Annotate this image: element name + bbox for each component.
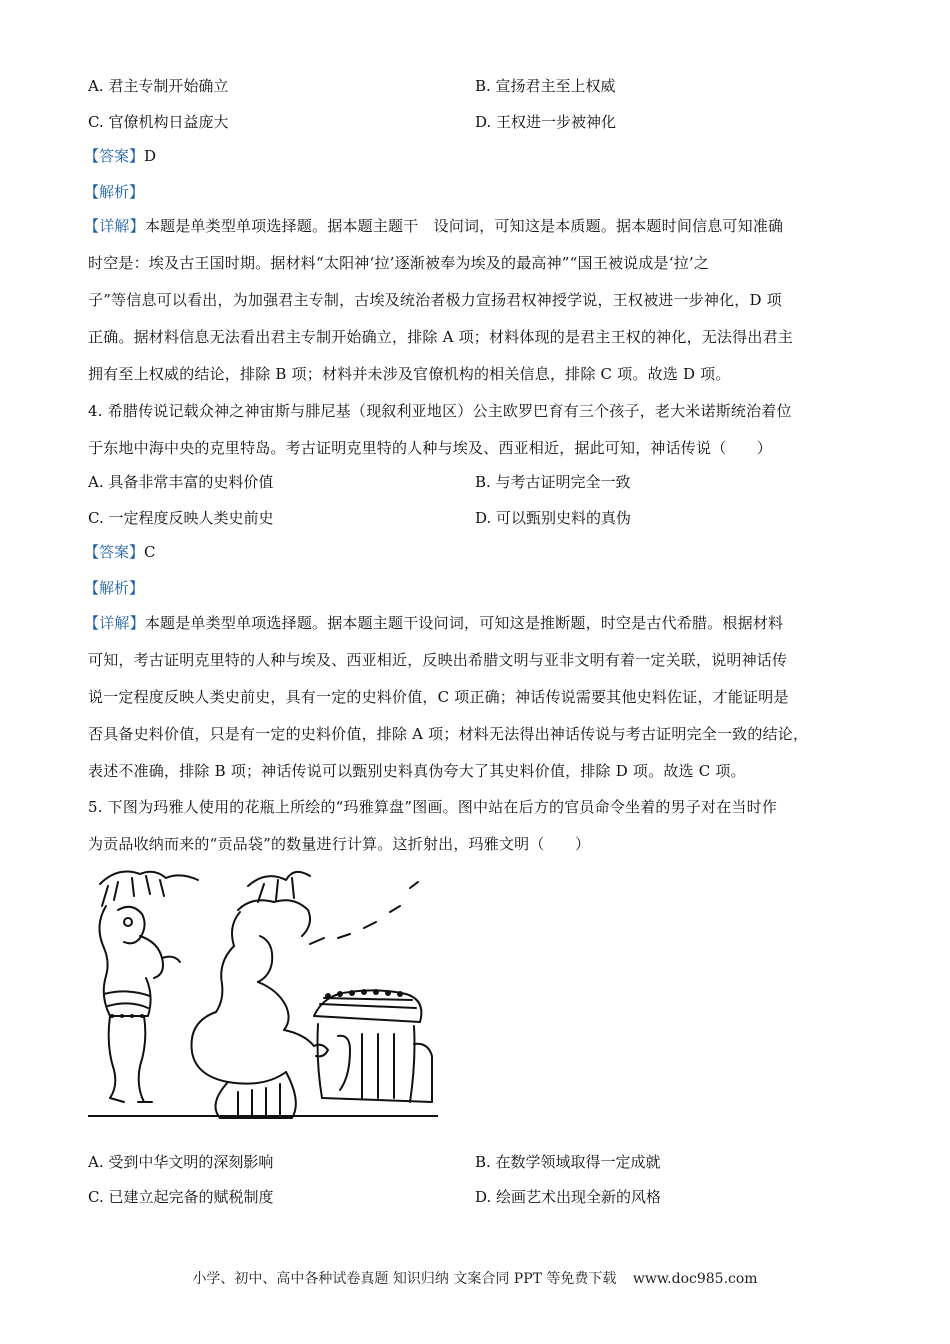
q3-option-a: A. 君主专制开始确立: [88, 77, 229, 95]
q5-stem-line: 5. 下图为玛雅人使用的花瓶上所绘的“玛雅算盘”图画。图中站在后方的官员命令坐着的男子对在当时作: [88, 798, 778, 816]
footer-text: 小学、初中、高中各种试卷真题 知识归纳 文案合同 PPT 等免费下载: [192, 1271, 617, 1287]
maya-abacus-illustration: [88, 866, 438, 1130]
q3-detail-line: 时空是：埃及古王国时期。据材料“太阳神‘拉’逐渐被奉为埃及的最高神”“国王被说成是‘拉’之: [88, 254, 710, 272]
answer-value: C: [144, 543, 156, 561]
q5-stem-line: 为贡品收纳而来的“贡品袋”的数量进行计算。这折射出，玛雅文明（ ）: [88, 835, 591, 853]
answer-value: D: [144, 147, 157, 165]
q4-option-c: C. 一定程度反映人类史前史: [88, 509, 274, 527]
page-footer: [0, 1268, 950, 1288]
q4-detail-line: 【详解】本题是单类型单项选择题。据本题主题干设问词，可知这是推断题，时空是古代希腊。根据材料: [84, 614, 784, 632]
q4-detail-line: 否具备史料价值，只是有一定的史料价值，排除 A 项；材料无法得出神话传说与考古证明完全一致的结论，: [88, 725, 809, 743]
q3-answer: [84, 146, 156, 166]
footer-url[interactable]: www.doc985.com: [632, 1271, 758, 1287]
answer-tag: 【答案】: [84, 147, 145, 165]
q3-detail-line: 拥有至上权威的结论，排除 B 项；材料并未涉及官僚机构的相关信息，排除 C 项。故选 D 项。: [88, 365, 731, 383]
q4-detail-line: 表述不准确，排除 B 项；神话传说可以甄别史料真伪夸大了其史料价值，排除 D 项。故选 C 项。: [88, 762, 746, 780]
q4-stem: [88, 393, 868, 467]
q4-detail-line: 说一定程度反映人类史前史，具有一定的史料价值，C 项正确；神话传说需要其他史料佐证，才能证明是: [88, 688, 789, 706]
q4-answer: [84, 542, 156, 562]
q5-stem: [88, 789, 868, 863]
q4-detail-line: 可知，考古证明克里特的人种与埃及、西亚相近，反映出希腊文明与亚非文明有着一定关联，说明神话传: [88, 651, 788, 669]
q3-option-b: B. 宣扬君主至上权威: [475, 77, 616, 95]
q4-stem-line: 4. 希腊传说记载众神之神宙斯与腓尼基（现叙利亚地区）公主欧罗巴育有三个孩子，老大米诺斯统治着位: [88, 402, 792, 420]
detail-tag: 【详解】: [84, 614, 145, 632]
q3-detail-line: 子”等信息可以看出，为加强君主专制，古埃及统治者极力宣扬君权神授学说，王权被进一步神化，D 项: [88, 291, 782, 309]
q4-analysis-tag: 【解析】: [84, 579, 145, 597]
q4-option-a: A. 具备非常丰富的史料价值: [88, 473, 274, 491]
q4-option-b: B. 与考古证明完全一致: [475, 473, 631, 491]
q5-option-c: C. 已建立起完备的赋税制度: [88, 1188, 274, 1206]
answer-tag: 【答案】: [84, 543, 145, 561]
q3-detail: [84, 208, 864, 393]
q5-option-d: D. 绘画艺术出现全新的风格: [475, 1188, 662, 1206]
q3-detail-line: 正确。据材料信息无法看出君主专制开始确立，排除 A 项；材料体现的是君主王权的神化，无法得出君主: [88, 328, 793, 346]
q3-option-d: D. 王权进一步被神化: [475, 113, 617, 131]
q5-option-a: A. 受到中华文明的深刻影响: [88, 1153, 274, 1171]
q4-detail: [84, 605, 864, 790]
q3-analysis-tag: 【解析】: [84, 183, 145, 201]
q4-stem-line: 于东地中海中央的克里特岛。考古证明克里特的人种与埃及、西亚相近，据此可知，神话传说（ ）: [88, 439, 773, 457]
q3-detail-line: 【详解】本题是单类型单项选择题。据本题主题干 设问词，可知这是本质题。据本题时间信息可知准确: [84, 217, 784, 235]
detail-tag: 【详解】: [84, 217, 145, 235]
q5-option-b: B. 在数学领域取得一定成就: [475, 1153, 661, 1171]
q4-option-d: D. 可以甄别史料的真伪: [475, 509, 632, 527]
q3-option-c: C. 官僚机构日益庞大: [88, 113, 229, 131]
